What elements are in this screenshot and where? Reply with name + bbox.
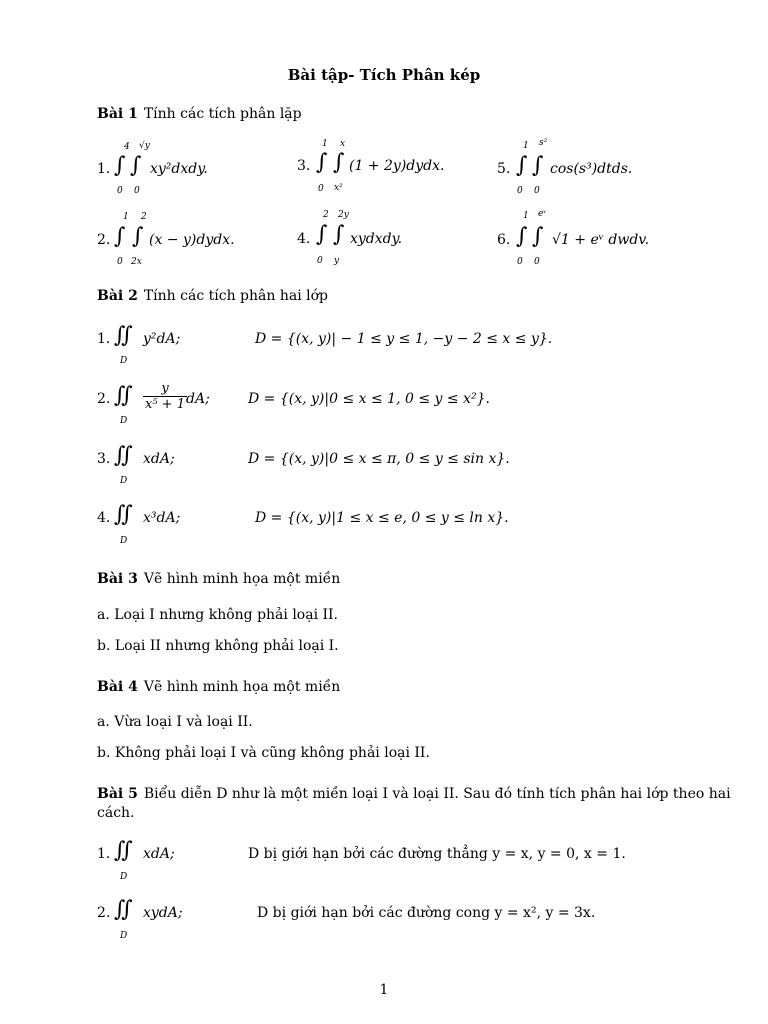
- integrand: xdA;: [143, 846, 175, 862]
- integrand: (1 + 2y)dydx.: [349, 158, 445, 174]
- lower-limit: 0: [534, 257, 540, 267]
- item-number: 1.: [97, 331, 111, 347]
- bai1-text: Tính các tích phân lặp: [143, 106, 302, 122]
- bai2-heading: [97, 288, 328, 304]
- lower-limit: x²: [334, 183, 343, 193]
- double-integral-sign: ∬: [114, 383, 133, 408]
- bai1-label: Bài 1: [97, 106, 138, 122]
- integral-sign: ∫: [114, 153, 126, 178]
- integrand: xdA;: [143, 451, 175, 467]
- fraction: [143, 381, 187, 412]
- item-number: 4.: [97, 510, 111, 526]
- bai3-item-b: b. Loại II nhưng không phải loại I.: [97, 638, 339, 654]
- upper-limit: eᵛ: [538, 209, 547, 219]
- integrand: (x − y)dydx.: [149, 232, 235, 248]
- integral-sign: ∫: [316, 150, 328, 175]
- domain-definition: D = {(x, y)|1 ≤ x ≤ e, 0 ≤ y ≤ ln x}.: [255, 510, 509, 526]
- domain-definition: D = {(x, y)| − 1 ≤ y ≤ 1, −y − 2 ≤ x ≤ y}.: [255, 331, 553, 347]
- domain-description: D bị giới hạn bởi các đường cong y = x², y = 3x.: [257, 905, 596, 921]
- domain-subscript: D: [120, 872, 128, 882]
- item-number: 3.: [97, 451, 111, 467]
- integrand: cos(s³)dtds.: [550, 161, 633, 177]
- domain-subscript: D: [120, 416, 128, 426]
- denominator: x⁵ + 1: [145, 397, 185, 412]
- double-integral-sign: ∬: [114, 897, 133, 922]
- bai4-label: Bài 4: [97, 679, 138, 695]
- item-number: 2.: [97, 391, 111, 407]
- domain-definition: D = {(x, y)|0 ≤ x ≤ π, 0 ≤ y ≤ sin x}.: [248, 451, 510, 467]
- integrand: dA;: [186, 391, 210, 407]
- upper-limit: 1: [123, 212, 129, 222]
- bai3-heading: [97, 571, 340, 587]
- upper-limit: s²: [539, 138, 548, 148]
- upper-limit: 2: [323, 210, 329, 220]
- integral-sign: ∫: [333, 150, 345, 175]
- upper-limit: 1: [523, 141, 529, 151]
- domain-description: D bị giới hạn bởi các đường thẳng y = x, y = 0, x = 1.: [248, 846, 626, 862]
- domain-subscript: D: [120, 356, 128, 366]
- lower-limit: 2x: [131, 257, 142, 267]
- integral-sign: ∫: [130, 153, 142, 178]
- integral-sign: ∫: [132, 224, 144, 249]
- lower-limit: 0: [134, 186, 140, 196]
- upper-limit: x: [340, 139, 346, 149]
- upper-limit: 1: [322, 139, 328, 149]
- item-number: 5.: [497, 161, 511, 177]
- bai2-label: Bài 2: [97, 288, 138, 304]
- lower-limit: 0: [517, 186, 523, 196]
- integrand: x³dA;: [143, 510, 181, 526]
- lower-limit: 0: [534, 186, 540, 196]
- integrand: xydA;: [143, 905, 183, 921]
- page-title: Bài tập- Tích Phân kép: [287, 66, 481, 84]
- bai4-heading: [97, 679, 340, 695]
- integrand: √1 + eᵛ dwdv.: [552, 232, 650, 248]
- double-integral-sign: ∬: [114, 323, 133, 348]
- item-number: 4.: [297, 231, 311, 247]
- domain-subscript: D: [120, 931, 128, 941]
- item-number: 3.: [297, 158, 311, 174]
- integral-sign: ∫: [516, 153, 528, 178]
- bai3-text: Vẽ hình minh họa một miền: [143, 571, 341, 587]
- double-integral-sign: ∬: [114, 502, 133, 527]
- numerator: y: [143, 381, 187, 397]
- double-integral-sign: ∬: [114, 443, 133, 468]
- domain-subscript: D: [120, 476, 128, 486]
- item-number: 2.: [97, 232, 111, 248]
- bai4-text: Vẽ hình minh họa một miền: [143, 679, 341, 695]
- upper-limit: 2: [141, 212, 147, 222]
- lower-limit: 0: [318, 184, 324, 194]
- integral-sign: ∫: [316, 222, 328, 247]
- bai2-text: Tính các tích phân hai lớp: [143, 288, 328, 304]
- lower-limit: y: [334, 256, 340, 266]
- page-number: 1: [379, 982, 389, 998]
- domain-definition: D = {(x, y)|0 ≤ x ≤ 1, 0 ≤ y ≤ x²}.: [248, 391, 490, 407]
- lower-limit: 0: [117, 257, 123, 267]
- domain-subscript: D: [120, 536, 128, 546]
- lower-limit: 0: [517, 257, 523, 267]
- integrand: xydxdy.: [350, 231, 403, 247]
- bai4-item-a: a. Vừa loại I và loại II.: [97, 714, 253, 730]
- bai3-item-a: a. Loại I nhưng không phải loại II.: [97, 607, 339, 623]
- integrand: y²dA;: [143, 331, 181, 347]
- bai4-item-b: b. Không phải loại I và cũng không phải loại II.: [97, 745, 430, 761]
- integral-sign: ∫: [532, 153, 544, 178]
- integral-sign: ∫: [532, 224, 544, 249]
- item-number: 2.: [97, 905, 111, 921]
- bai1-heading: [97, 106, 302, 122]
- bai5-label: Bài 5: [97, 786, 138, 802]
- upper-limit: 2y: [338, 210, 349, 220]
- integrand: xy²dxdy.: [150, 161, 208, 177]
- double-integral-sign: ∬: [114, 838, 133, 863]
- integral-sign: ∫: [114, 224, 126, 249]
- lower-limit: 0: [117, 186, 123, 196]
- integral-sign: ∫: [333, 222, 345, 247]
- bai5-heading: [97, 786, 731, 802]
- upper-limit: √y: [139, 141, 150, 151]
- bai3-label: Bài 3: [97, 571, 138, 587]
- bai5-text-cont: cách.: [97, 805, 135, 821]
- item-number: 6.: [497, 232, 511, 248]
- lower-limit: 0: [317, 256, 323, 266]
- integral-sign: ∫: [516, 224, 528, 249]
- upper-limit: 1: [523, 211, 529, 221]
- upper-limit: 4: [124, 142, 130, 152]
- item-number: 1.: [97, 846, 111, 862]
- item-number: 1.: [97, 161, 111, 177]
- bai5-text: Biểu diễn D như là một miền loại I và loại II. Sau đó tính tích phân hai lớp theo hai: [143, 786, 731, 802]
